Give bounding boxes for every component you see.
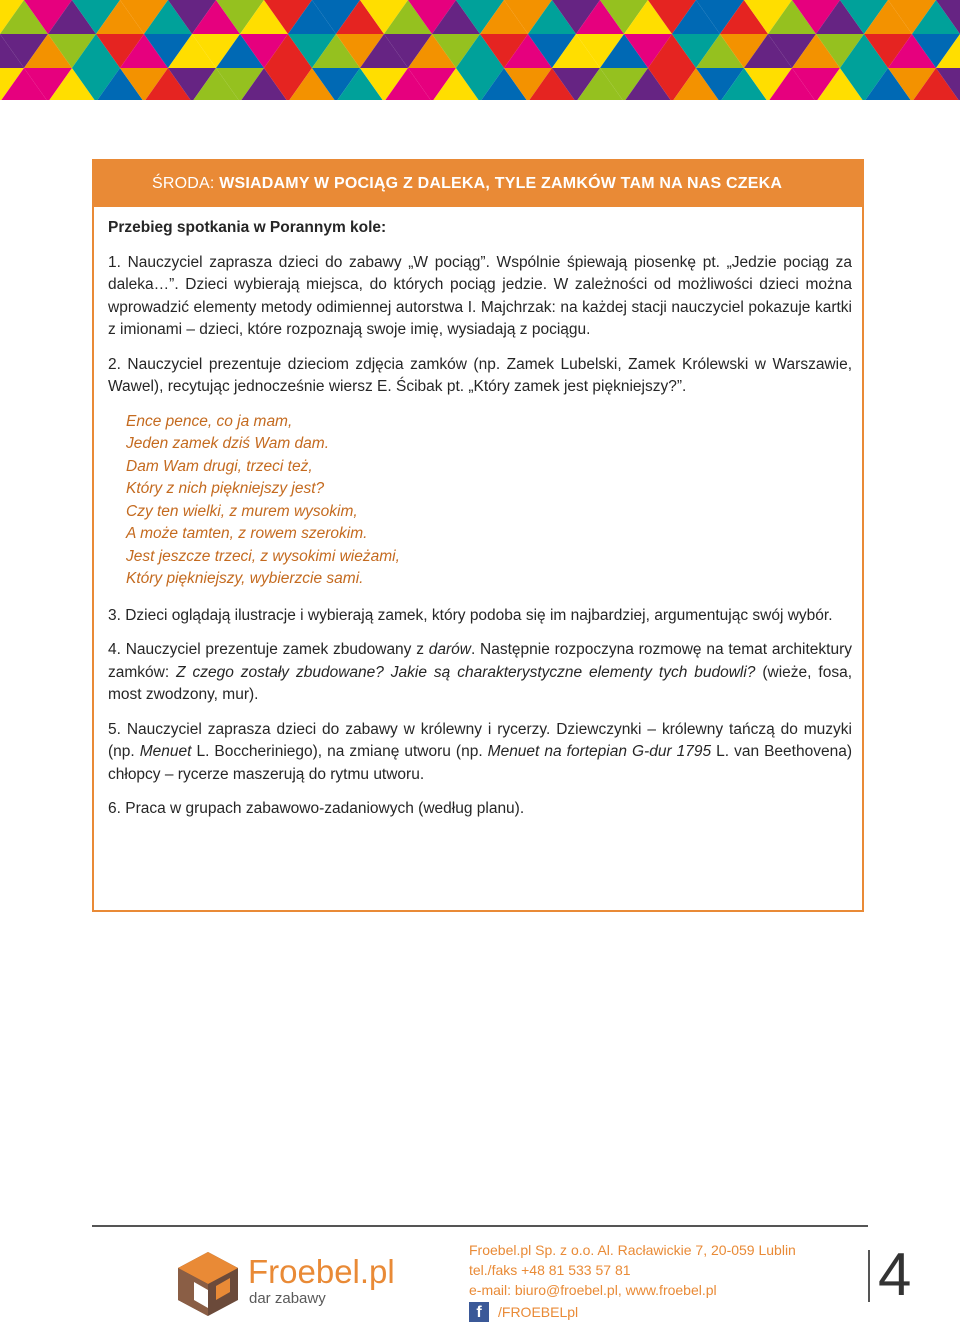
poem-line: Ence pence, co ja mam,: [126, 412, 293, 430]
footer-divider: [92, 1225, 868, 1227]
poem-line: Czy ten wielki, z murem wysokim,: [126, 502, 358, 520]
poem-line: Który piękniejszy, wybierzcie sami.: [126, 570, 364, 587]
step-1: 1. Nauczyciel zaprasza dzieci do zabawy „W pociąg”. Wspólnie śpiewają piosenkę pt. „Jedzie pociąg za daleka…”. Dzieci wybierają miejsca, do których pociąg jedzie. W zależności od możliwości dzieci można wprowadzić elementy metody odimiennej autorstwa I. Majchrzak: na każdej stacji nauczyciel pokazuje kartki z imionami – dzieci, które rozpoznają swoje imię, wysiadają z pociągu.: [108, 253, 852, 338]
phone: tel./faks +48 81 533 57 81: [469, 1262, 631, 1278]
logo-tagline: dar zabawy: [249, 1290, 326, 1307]
poem-line: Jest jeszcze trzeci, z wysokimi wieżami,: [126, 547, 400, 565]
address: Froebel.pl Sp. z o.o. Al. Racławickie 7, 20-059 Lublin: [469, 1242, 796, 1258]
step-5: 5. Nauczyciel zaprasza dzieci do zabawy w królewny i rycerzy. Dziewczynki – królewny tańczą do muzyki (np. Menuet L. Boccheriniego), na zmianę utworu (np. Menuet na fortepian G-dur 1795 L. van Beethovena) chłopcy – rycerze maszerują do rytmu utworu.: [108, 720, 852, 783]
lesson-card: [92, 159, 864, 912]
step-6: 6. Praca w grupach zabawowo-zadaniowych (według planu).: [108, 800, 525, 817]
page-number: 4: [878, 1241, 912, 1308]
poem-line: Dam Wam drugi, trzeci też,: [126, 457, 313, 475]
section-heading: Przebieg spotkania w Porannym kole:: [108, 219, 387, 236]
card-body: [108, 217, 852, 833]
triangle-banner: [0, 0, 960, 100]
email-website[interactable]: e-mail: biuro@froebel.pl, www.froebel.pl: [469, 1282, 717, 1298]
step-2: 2. Nauczyciel prezentuje dzieciom zdjęcia zamków (np. Zamek Lubelski, Zamek Królewski w Warszawie, Wawel), recytując jednocześnie wiersz E. Ścibak pt. „Który zamek jest piękniejszy?”.: [108, 355, 852, 395]
card-header: [94, 161, 862, 207]
poem-line: A może tamten, z rowem szerokim.: [126, 525, 368, 542]
poem-line: Który z nich piękniejszy jest?: [126, 480, 325, 497]
page-number-divider: [868, 1250, 870, 1302]
facebook-handle[interactable]: /FROEBELpl: [498, 1304, 579, 1320]
logo-text: [248, 1254, 395, 1308]
step-3: 3. Dzieci oglądają ilustracje i wybierają zamek, który podoba się im najbardziej, argumentując swój wybór.: [108, 606, 833, 624]
contact-info: [469, 1240, 849, 1322]
step-4: 4. Nauczyciel prezentuje zamek zbudowany z darów. Następnie rozpoczyna rozmowę na temat architektury zamków: Z czego zostały zbudowane? Jakie są charakterystyczne elementy tych budowli? (wieże, fosa, most zwodzony, mur).: [108, 641, 853, 703]
facebook-icon[interactable]: f: [469, 1302, 489, 1322]
header-day: ŚRODA:: [152, 175, 215, 192]
poem: [126, 411, 852, 591]
poem-line: Jeden zamek dziś Wam dam.: [126, 435, 330, 452]
header-title: WSIADAMY W POCIĄG Z DALEKA, TYLE ZAMKÓW TAM NA NAS CZEKA: [219, 175, 783, 192]
facebook-row[interactable]: [469, 1302, 849, 1322]
logo-name: Froebel.pl: [248, 1253, 395, 1290]
